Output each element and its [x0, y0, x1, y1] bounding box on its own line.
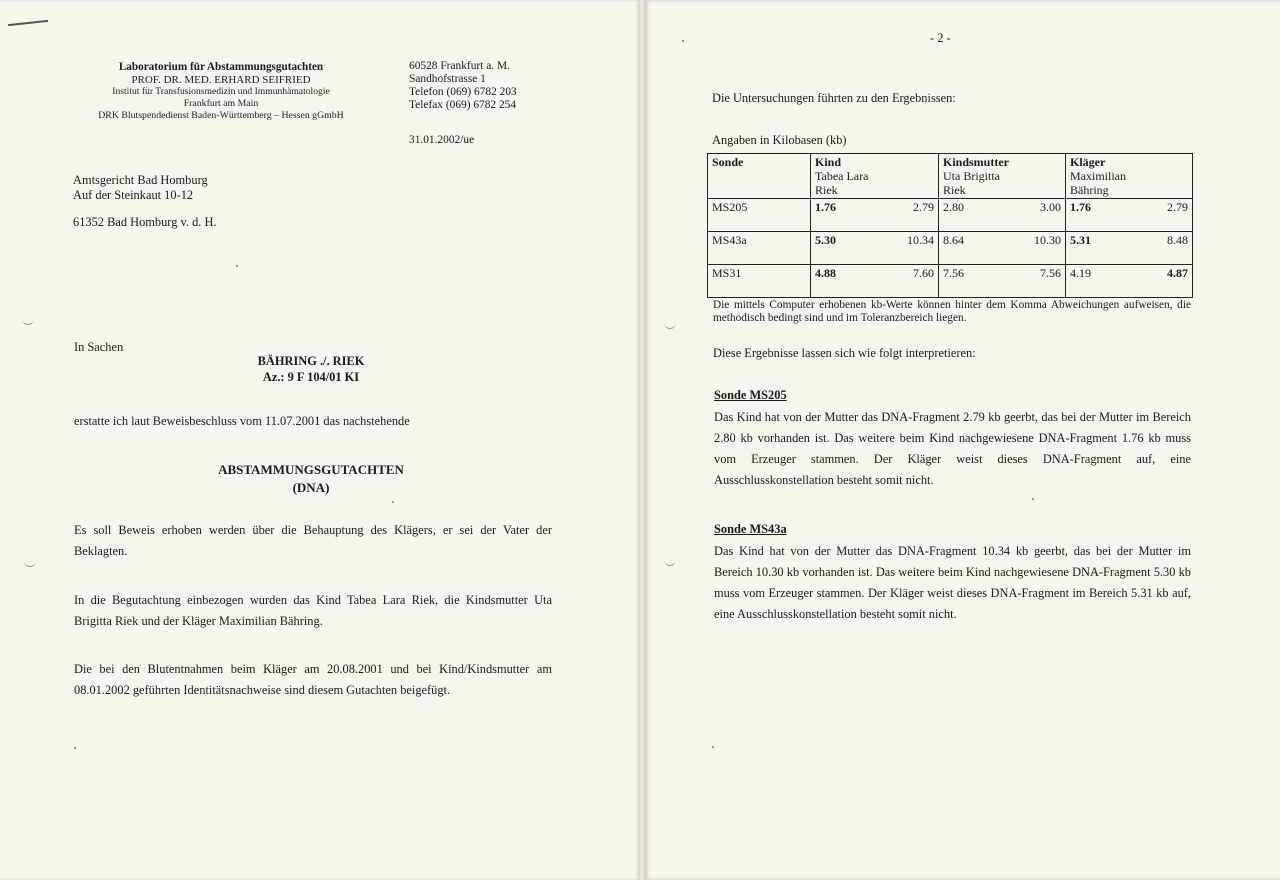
kind-cell	[811, 199, 939, 232]
lab-name: Laboratorium für Abstammungsgutachten	[118, 61, 324, 73]
results-intro: Die Untersuchungen führten zu den Ergebnissen:	[712, 91, 956, 105]
paragraph-identification: Die bei den Blutentnahmen beim Kläger am 20.08.2001 und bei Kind/Kindsmutter am 08.01.2002 geführten Identitätsnachweise sind diesem Gutachten beigefügt.	[74, 662, 552, 697]
kind-value-1: 5.30	[815, 233, 836, 247]
header-mutter-name: Uta Brigitta	[943, 169, 1000, 183]
header-cell	[939, 154, 1066, 199]
klaeger-value-1: 5.31	[1070, 233, 1091, 247]
statement: erstatte ich laut Beweisbeschluss vom 11.07.2001 das nachstehende	[74, 414, 410, 428]
mutter-value-1: 2.80	[943, 200, 964, 214]
mutter-value-1: 8.64	[943, 233, 964, 247]
contact-fax: Telefax (069) 6782 254	[409, 99, 517, 111]
kind-cell	[811, 232, 939, 265]
mutter-cell	[939, 199, 1066, 232]
mutter-value-2: 3.00	[1040, 200, 1061, 214]
speck	[74, 747, 76, 749]
scan-mark	[8, 20, 48, 26]
speck	[236, 265, 238, 267]
recipient-line1: Amtsgericht Bad Homburg	[73, 173, 208, 187]
document-title: ABSTAMMUNGSGUTACHTEN	[218, 462, 404, 477]
case-intro: In Sachen	[74, 340, 124, 354]
header-mutter-surname: Riek	[943, 183, 966, 197]
table-note: Die mittels Computer erhobenen kb-Werte können hinter dem Komma Abweichungen aufweisen, die methodisch bedingt sind und im Toleranzbereich liegen.	[713, 299, 1191, 324]
punch-hole-mark	[22, 318, 34, 325]
lab-city: Frankfurt am Main	[183, 98, 259, 109]
mutter-cell	[939, 232, 1066, 265]
paragraph-claim: Es soll Beweis erhoben werden über die Behauptung des Klägers, er sei der Vater der Beklagten.	[74, 523, 552, 558]
kind-value-2: 10.34	[907, 233, 934, 247]
header-cell	[811, 154, 939, 199]
sonde-cell: MS43a	[708, 232, 811, 265]
section-heading-ms43a: Sonde MS43a	[714, 522, 787, 536]
header-sonde: Sonde	[712, 155, 744, 169]
punch-hole-mark	[664, 322, 676, 329]
klaeger-value-2: 2.79	[1167, 200, 1188, 214]
table-row	[708, 199, 1193, 232]
header-kind: Kind	[815, 155, 842, 169]
header-klaeger-name: Maximilian	[1070, 169, 1126, 183]
klaeger-value-2: 4.87	[1167, 266, 1188, 280]
header-klaeger-surname: Bähring	[1070, 183, 1109, 197]
section-text-ms43a: Das Kind hat von der Mutter das DNA-Fragment 10.34 kb geerbt, das bei der Mutter im Bereich 10.30 kb vorhanden ist. Das weitere beim Kind nachgewiesene DNA-Fragment 5.30 kb muss vom Erzeuger stammen. Der Kläger weist dieses DNA-Fragment im Bereich 5.31 kb auf, eine Ausschlusskonstellation besteht somit nicht.	[714, 544, 1191, 621]
results-table	[707, 153, 1193, 298]
klaeger-cell	[1066, 265, 1193, 298]
klaeger-value-1: 4.19	[1070, 266, 1091, 280]
kind-value-2: 7.60	[913, 266, 934, 280]
kind-cell	[811, 265, 939, 298]
header-cell	[708, 154, 811, 199]
speck	[682, 40, 684, 42]
punch-hole-mark	[664, 559, 676, 566]
lab-director: PROF. DR. MED. ERHARD SEIFRIED	[131, 74, 311, 86]
lab-institute: Institut für Transfusionsmedizin und Immunhämatologie	[112, 86, 330, 97]
contact-phone: Telefon (069) 6782 203	[409, 86, 517, 98]
contact-postal: 60528 Frankfurt a. M.	[409, 60, 510, 72]
sonde-cell: MS31	[708, 265, 811, 298]
punch-hole-mark	[24, 560, 36, 567]
mutter-value-1: 7.56	[943, 266, 964, 280]
kind-value-1: 1.76	[815, 200, 836, 214]
table-caption: Angaben in Kilobasen (kb)	[712, 133, 847, 147]
speck	[1032, 498, 1034, 500]
section-text-ms205: Das Kind hat von der Mutter das DNA-Fragment 2.79 kb geerbt, das bei der Mutter im Bereich 2.80 kb vorhanden ist. Das weitere beim Kind nachgewiesene DNA-Fragment 1.76 kb muss vom Erzeuger stammen. Der Kläger weist dieses DNA-Fragment auf, eine Ausschlusskonstellation besteht somit nicht.	[714, 410, 1191, 487]
klaeger-cell	[1066, 199, 1193, 232]
lab-organization: DRK Blutspendedienst Baden-Württemberg – Hessen gGmbH	[98, 110, 344, 121]
paragraph-participants: In die Begutachtung einbezogen wurden das Kind Tabea Lara Riek, die Kindsmutter Uta Brigitta Riek und der Kläger Maximilian Bähring.	[74, 593, 552, 628]
document-subtitle: (DNA)	[292, 480, 330, 495]
header-cell	[1066, 154, 1193, 199]
document-date: 31.01.2002/ue	[409, 134, 475, 146]
header-mutter: Kindsmutter	[943, 155, 1009, 169]
header-kind-surname: Riek	[815, 183, 838, 197]
contact-street: Sandhofstrasse 1	[409, 73, 486, 85]
table-row	[708, 265, 1193, 298]
kind-value-1: 4.88	[815, 266, 836, 280]
recipient-line2: Auf der Steinkaut 10-12	[73, 188, 194, 202]
kind-value-2: 2.79	[913, 200, 934, 214]
page-number: - 2 -	[930, 31, 951, 45]
table-row	[708, 232, 1193, 265]
section-heading-ms205: Sonde MS205	[714, 388, 787, 402]
mutter-cell	[939, 265, 1066, 298]
sonde-cell: MS205	[708, 199, 811, 232]
speck	[712, 746, 714, 748]
table-header-row	[708, 154, 1193, 199]
klaeger-value-2: 8.48	[1167, 233, 1188, 247]
case-parties: BÄHRING ./. RIEK	[257, 354, 365, 368]
klaeger-value-1: 1.76	[1070, 200, 1091, 214]
interpretation-intro: Diese Ergebnisse lassen sich wie folgt interpretieren:	[713, 346, 976, 360]
recipient-line3: 61352 Bad Homburg v. d. H.	[73, 215, 217, 229]
header-kind-name: Tabea Lara	[815, 169, 869, 183]
mutter-value-2: 10.30	[1034, 233, 1061, 247]
klaeger-cell	[1066, 232, 1193, 265]
header-klaeger: Kläger	[1070, 155, 1106, 169]
mutter-value-2: 7.56	[1040, 266, 1061, 280]
speck	[392, 501, 394, 503]
case-reference: Az.: 9 F 104/01 KI	[262, 370, 360, 384]
